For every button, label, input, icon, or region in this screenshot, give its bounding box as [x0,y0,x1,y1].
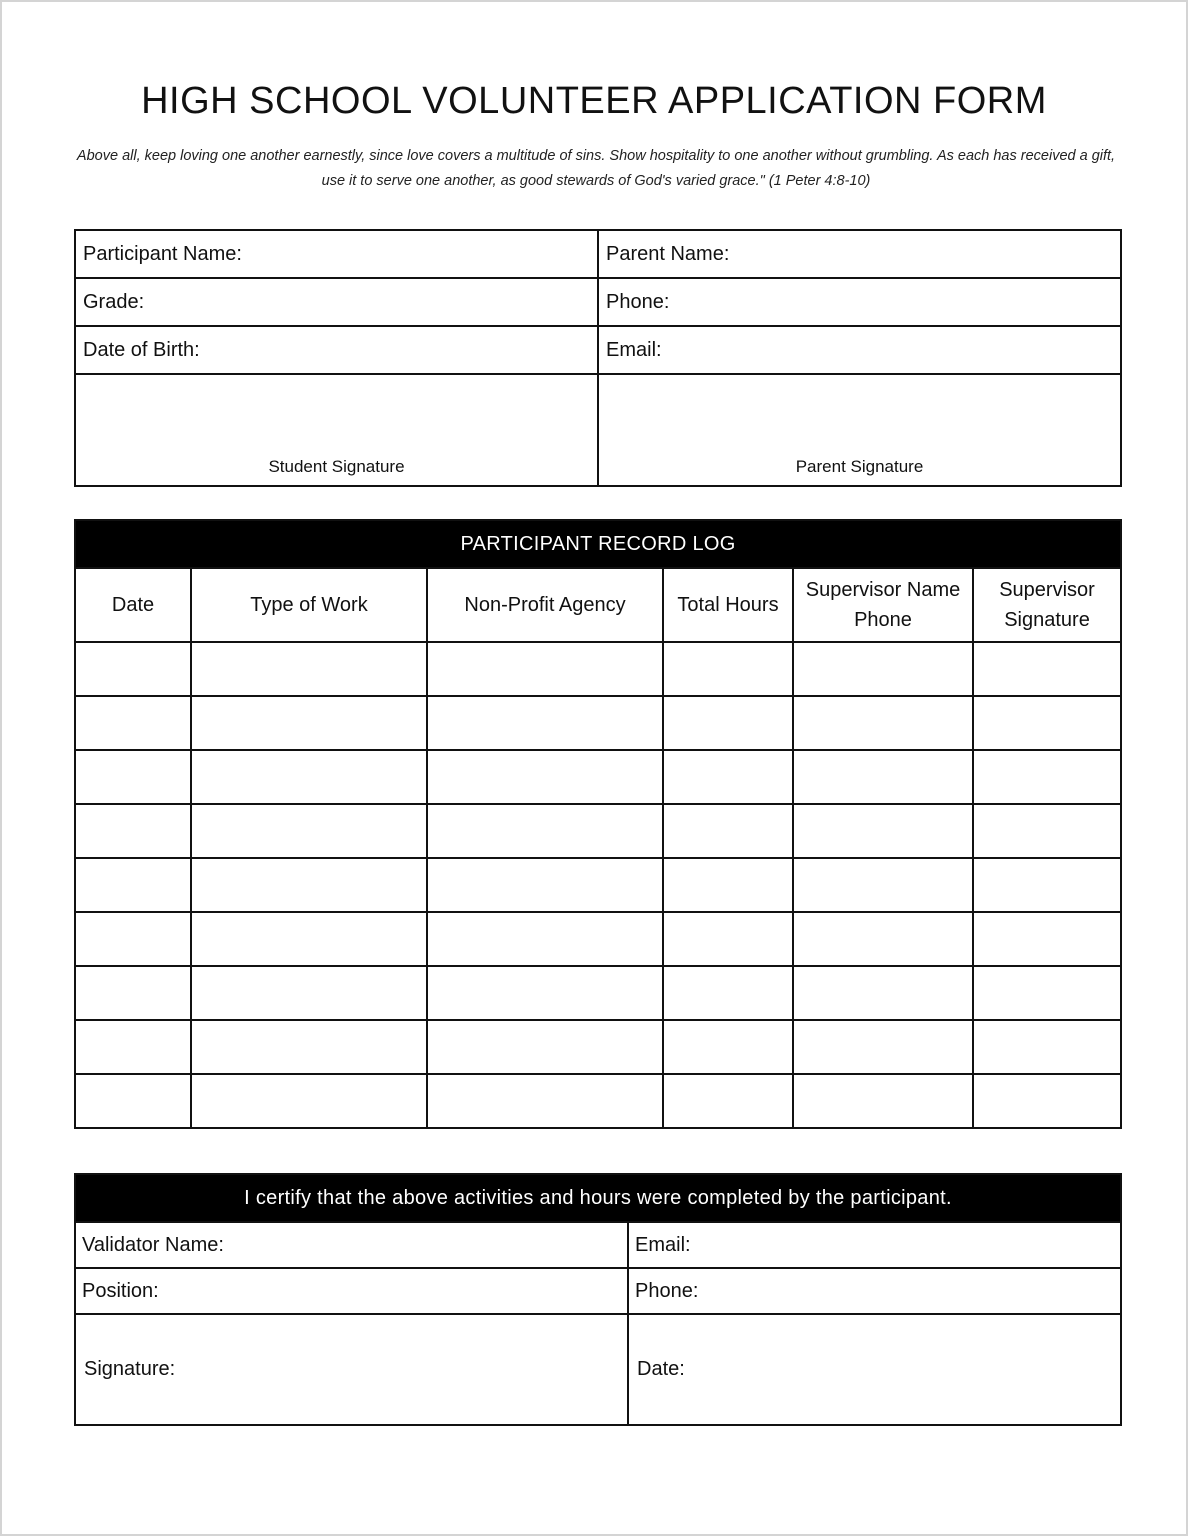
log-entry-cell[interactable] [75,912,191,966]
log-entry-cell[interactable] [427,804,663,858]
log-entry-cell[interactable] [191,642,427,696]
log-entry-cell[interactable] [973,750,1121,804]
log-entry-cell[interactable] [973,804,1121,858]
log-entry-cell[interactable] [75,642,191,696]
validator-name-field[interactable]: Validator Name: [75,1222,628,1268]
certification-table [74,1173,1122,1426]
log-entry-cell[interactable] [75,1020,191,1074]
participant-info-table [74,229,1122,487]
record-log-body [75,642,1121,1128]
log-entry-cell[interactable] [191,858,427,912]
log-entry-cell[interactable] [973,858,1121,912]
log-entry-cell[interactable] [973,642,1121,696]
log-entry-cell[interactable] [427,696,663,750]
column-header-non-profit-agency: Non-Profit Agency [427,568,663,642]
log-entry-cell[interactable] [793,1074,973,1128]
log-entry-cell[interactable] [427,642,663,696]
log-entry-cell[interactable] [973,696,1121,750]
log-entry-cell[interactable] [427,1020,663,1074]
log-entry-cell[interactable] [427,912,663,966]
log-entry-cell[interactable] [191,966,427,1020]
email-field[interactable]: Email: [598,326,1121,374]
log-entry-cell[interactable] [793,696,973,750]
log-entry-cell[interactable] [793,966,973,1020]
log-entry-cell[interactable] [75,966,191,1020]
log-entry-cell[interactable] [663,966,793,1020]
participant-name-field[interactable]: Participant Name: [75,230,598,278]
student-signature-field[interactable]: Student Signature [75,374,598,486]
log-entry-cell[interactable] [75,858,191,912]
table-row [75,804,1121,858]
column-header-supervisor-name-phone: Supervisor Name Phone [793,568,973,642]
validator-signature-field[interactable]: Signature: [75,1314,628,1425]
record-log-heading: PARTICIPANT RECORD LOG [75,520,1121,568]
table-row [75,1074,1121,1128]
column-header-total-hours: Total Hours [663,568,793,642]
log-entry-cell[interactable] [793,642,973,696]
parent-signature-field[interactable]: Parent Signature [598,374,1121,486]
parent-name-field[interactable]: Parent Name: [598,230,1121,278]
table-row [75,858,1121,912]
validation-date-field[interactable]: Date: [628,1314,1121,1425]
log-entry-cell[interactable] [427,858,663,912]
log-entry-cell[interactable] [973,1074,1121,1128]
certification-statement: I certify that the above activities and hours were completed by the participant. [75,1174,1121,1222]
log-entry-cell[interactable] [793,750,973,804]
log-entry-cell[interactable] [191,696,427,750]
grade-field[interactable]: Grade: [75,278,598,326]
log-entry-cell[interactable] [663,696,793,750]
log-entry-cell[interactable] [663,1074,793,1128]
column-header-date: Date [75,568,191,642]
log-entry-cell[interactable] [793,1020,973,1074]
table-row [75,750,1121,804]
log-entry-cell[interactable] [973,912,1121,966]
log-entry-cell[interactable] [663,750,793,804]
log-entry-cell[interactable] [75,750,191,804]
log-entry-cell[interactable] [663,642,793,696]
log-entry-cell[interactable] [663,1020,793,1074]
log-entry-cell[interactable] [793,912,973,966]
log-entry-cell[interactable] [75,1074,191,1128]
log-entry-cell[interactable] [663,858,793,912]
log-entry-cell[interactable] [191,912,427,966]
scripture-quote: Above all, keep loving one another earnestly, since love covers a multitude of sins. Show hospitality to one another without grumbling. As each has received a gift, use it to serve one another, as good stewards of God's varied grace." (1 Peter 4:8-10) [76,148,1116,189]
log-entry-cell[interactable] [973,1020,1121,1074]
log-entry-cell[interactable] [973,966,1121,1020]
column-header-type-of-work: Type of Work [191,568,427,642]
log-entry-cell[interactable] [793,804,973,858]
log-entry-cell[interactable] [191,750,427,804]
validator-phone-field[interactable]: Phone: [628,1268,1121,1314]
log-entry-cell[interactable] [427,1074,663,1128]
log-entry-cell[interactable] [75,696,191,750]
position-field[interactable]: Position: [75,1268,628,1314]
log-entry-cell[interactable] [793,858,973,912]
log-entry-cell[interactable] [427,966,663,1020]
table-row [75,966,1121,1020]
log-entry-cell[interactable] [191,1074,427,1128]
table-row [75,912,1121,966]
table-row [75,642,1121,696]
table-row [75,696,1121,750]
log-entry-cell[interactable] [75,804,191,858]
phone-field[interactable]: Phone: [598,278,1121,326]
column-header-supervisor-signature: Supervisor Signature [973,568,1121,642]
page-title: HIGH SCHOOL VOLUNTEER APPLICATION FORM [141,80,1047,122]
log-entry-cell[interactable] [427,750,663,804]
log-entry-cell[interactable] [191,804,427,858]
date-of-birth-field[interactable]: Date of Birth: [75,326,598,374]
log-entry-cell[interactable] [663,912,793,966]
table-row [75,1020,1121,1074]
log-entry-cell[interactable] [663,804,793,858]
participant-record-log-table [74,519,1122,1129]
log-entry-cell[interactable] [191,1020,427,1074]
validator-email-field[interactable]: Email: [628,1222,1121,1268]
